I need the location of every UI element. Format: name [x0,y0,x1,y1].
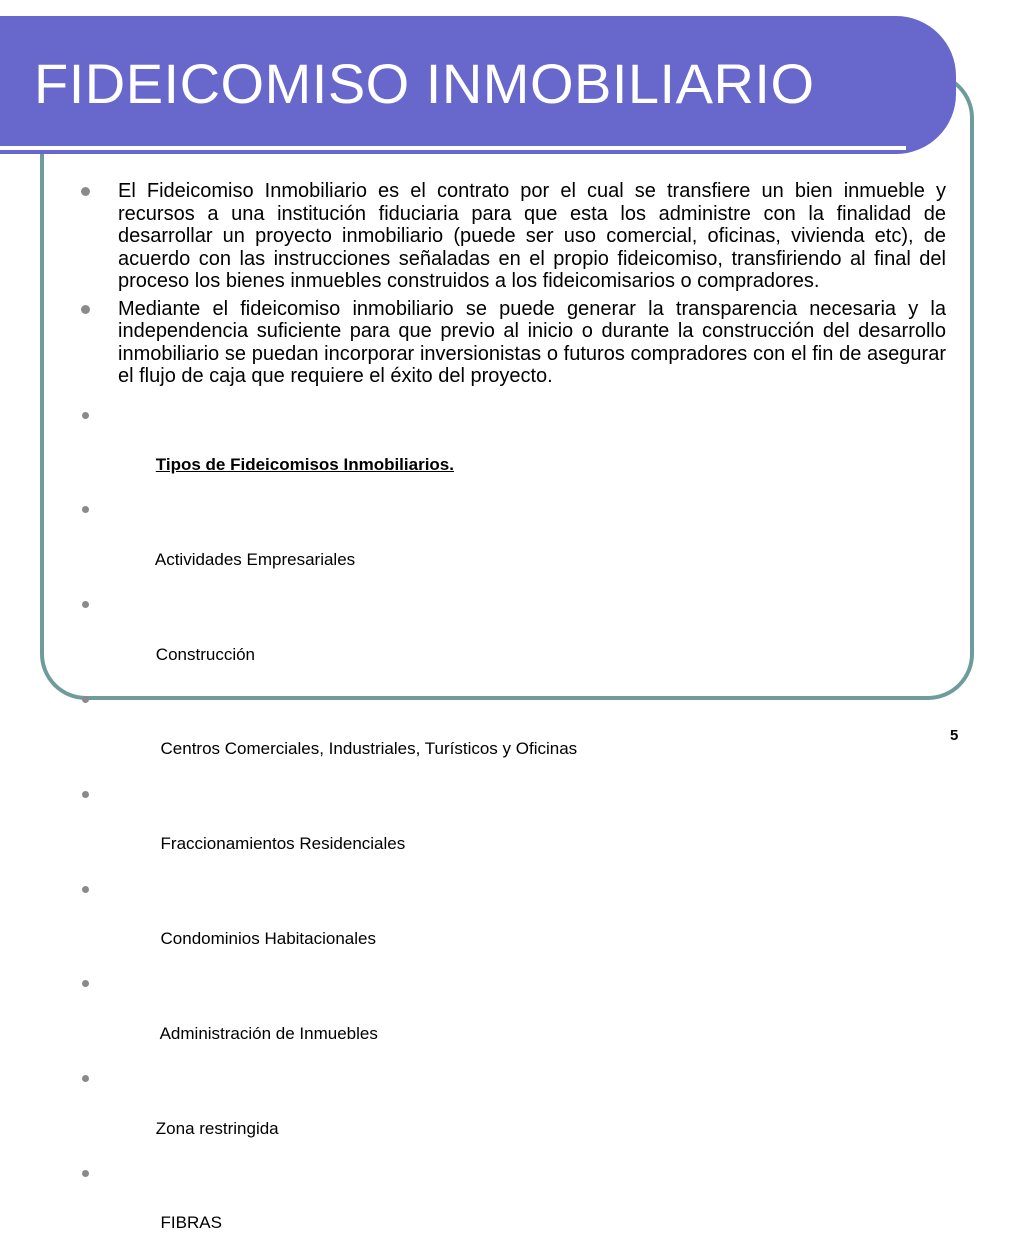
paragraph-item [80,298,946,388]
bullet-icon [82,506,89,513]
bullet-icon [82,1170,89,1177]
types-heading-item [80,406,946,501]
bullet-icon [82,791,89,798]
list-item-text: Construcción [155,644,256,664]
list-item-text: FIBRAS [155,1213,222,1233]
types-heading: Tipos de Fideicomisos Inmobiliarios. [155,454,454,474]
bullet-icon [82,980,89,987]
paragraph-text: Mediante el fideicomiso inmobiliario se puede generar la transparencia necesaria y la independencia suficiente para que previo al inicio o durante la construcción del desarrollo inmobiliario se puedan incorporar inversionistas o futuros compradores con el fin de asegurar el flujo de caja que requiere el éxito del proyecto. [118,297,946,387]
list-item [80,1164,946,1259]
paragraph-list [80,180,946,388]
title-underline [0,146,906,150]
bullet-icon [82,696,89,703]
paragraph-item [80,180,946,293]
bullet-icon [82,1075,89,1082]
list-item-text: Centros Comerciales, Industriales, Turísticos y Oficinas [155,739,578,759]
bullet-icon [81,305,90,314]
list-item-text: Administración de Inmuebles [155,1023,378,1043]
bullet-icon [82,601,89,608]
bullet-icon [81,187,90,196]
list-item [80,500,946,595]
title-bar [0,16,956,154]
list-item-text: Zona restringida [155,1118,279,1138]
list-item-text: Actividades Empresariales [154,549,356,569]
page-number: 5 [950,727,959,744]
types-list [80,406,946,1259]
slide-body [80,180,946,1259]
list-item [80,785,946,880]
list-item [80,974,946,1069]
list-item [80,690,946,785]
bullet-icon [82,412,89,419]
list-item [80,1069,946,1164]
slide-title: FIDEICOMISO INMOBILIARIO [34,52,815,115]
list-item-text: Condominios Habitacionales [155,928,376,948]
paragraph-text: El Fideicomiso Inmobiliario es el contrato por el cual se transfiere un bien inmueble y recursos a una institución fiduciaria para que esta los administre con la finalidad de desarrollar un proyecto inmobiliario (puede ser uso comercial, oficinas, vivienda etc), de acuerdo con las instrucciones señaladas en el propio fideicomiso, transfiriendo al final del proceso los bienes inmuebles construidos a los fideicomisarios o compradores. [118,180,946,292]
list-item [80,595,946,690]
bullet-icon [82,886,89,893]
list-item-text: Fraccionamientos Residenciales [155,834,406,854]
list-item [80,880,946,975]
